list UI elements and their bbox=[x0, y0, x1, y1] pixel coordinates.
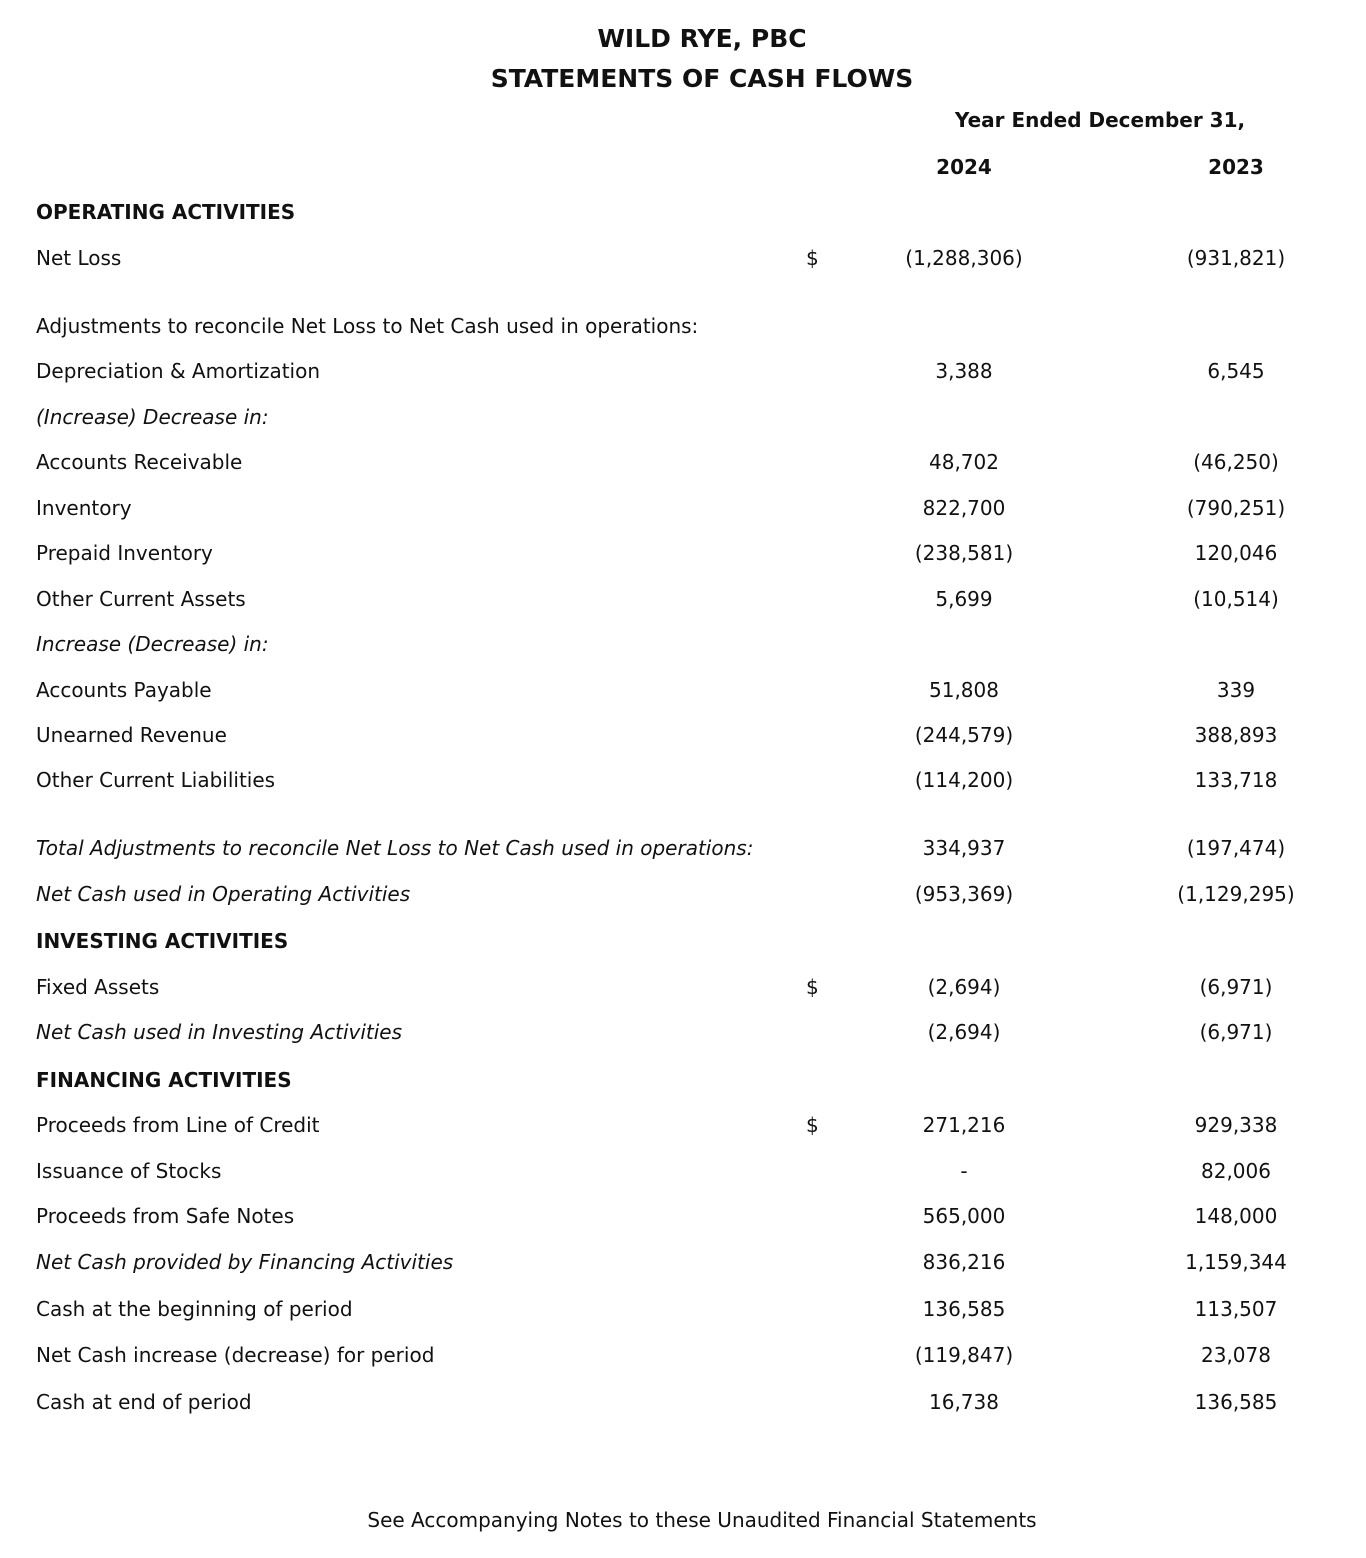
table-row bbox=[0, 768, 1366, 808]
row-label: Net Loss bbox=[36, 246, 122, 270]
value-2023: 113,507 bbox=[1194, 1297, 1278, 1321]
table-row bbox=[0, 1159, 1366, 1199]
table-row bbox=[0, 1020, 1366, 1060]
value-2024: 334,937 bbox=[922, 836, 1006, 860]
row-label: Other Current Liabilities bbox=[36, 768, 276, 792]
currency-symbol: $ bbox=[806, 1113, 819, 1137]
value-2023: 148,000 bbox=[1194, 1204, 1278, 1228]
row-label: Depreciation & Amortization bbox=[36, 359, 321, 383]
value-2024: (953,369) bbox=[914, 882, 1014, 906]
row-label: Net Cash provided by Financing Activities bbox=[36, 1250, 454, 1274]
row-label: Net Cash increase (decrease) for period bbox=[36, 1343, 435, 1367]
row-label: Issuance of Stocks bbox=[36, 1159, 222, 1183]
value-2024: 51,808 bbox=[929, 678, 999, 702]
table-row bbox=[0, 1204, 1366, 1244]
value-2023: 388,893 bbox=[1194, 723, 1278, 747]
table-row bbox=[0, 678, 1366, 718]
row-label: Cash at end of period bbox=[36, 1390, 252, 1414]
row-label: Cash at the beginning of period bbox=[36, 1297, 353, 1321]
value-2023: 6,545 bbox=[1207, 359, 1265, 383]
currency-symbol: $ bbox=[806, 246, 819, 270]
value-2024: (119,847) bbox=[914, 1343, 1014, 1367]
row-label: Proceeds from Line of Credit bbox=[36, 1113, 320, 1137]
value-2024: (114,200) bbox=[914, 768, 1014, 792]
value-2023: (10,514) bbox=[1193, 587, 1279, 611]
table-row bbox=[0, 496, 1366, 536]
value-2024: (1,288,306) bbox=[905, 246, 1023, 270]
table-row bbox=[0, 314, 1366, 354]
row-label: Unearned Revenue bbox=[36, 723, 227, 747]
value-2023: 82,006 bbox=[1201, 1159, 1271, 1183]
row-label: Prepaid Inventory bbox=[36, 541, 213, 565]
table-row bbox=[0, 587, 1366, 627]
value-2024: (2,694) bbox=[927, 1020, 1001, 1044]
value-2024: 836,216 bbox=[922, 1250, 1006, 1274]
row-label: Net Cash used in Investing Activities bbox=[36, 1020, 403, 1044]
table-row bbox=[0, 405, 1366, 445]
value-2024: 136,585 bbox=[922, 1297, 1006, 1321]
table-row bbox=[0, 975, 1366, 1015]
value-2024: (238,581) bbox=[914, 541, 1014, 565]
row-label: Adjustments to reconcile Net Loss to Net Cash used in operations: bbox=[36, 314, 699, 338]
row-label: Proceeds from Safe Notes bbox=[36, 1204, 295, 1228]
value-2023: 1,159,344 bbox=[1185, 1250, 1287, 1274]
section-header bbox=[0, 200, 1366, 240]
row-label: Other Current Assets bbox=[36, 587, 246, 611]
value-2023: (931,821) bbox=[1186, 246, 1286, 270]
row-label: FINANCING ACTIVITIES bbox=[36, 1068, 292, 1092]
period-header: Year Ended December 31, bbox=[954, 108, 1246, 132]
value-2024: (2,694) bbox=[927, 975, 1001, 999]
value-2023: 929,338 bbox=[1194, 1113, 1278, 1137]
row-label: Fixed Assets bbox=[36, 975, 160, 999]
row-label: Total Adjustments to reconcile Net Loss to Net Cash used in operations: bbox=[36, 836, 754, 860]
table-row bbox=[0, 632, 1366, 672]
section-header bbox=[0, 929, 1366, 969]
value-2024: - bbox=[960, 1159, 968, 1183]
value-2024: 565,000 bbox=[922, 1204, 1006, 1228]
value-2023: (197,474) bbox=[1186, 836, 1286, 860]
value-2024: (244,579) bbox=[914, 723, 1014, 747]
value-2024: 822,700 bbox=[922, 496, 1006, 520]
table-row bbox=[0, 1343, 1366, 1383]
currency-symbol: $ bbox=[806, 975, 819, 999]
value-2023: 120,046 bbox=[1194, 541, 1278, 565]
statement-title: STATEMENTS OF CASH FLOWS bbox=[490, 64, 914, 93]
table-row bbox=[0, 246, 1366, 286]
value-2023: (1,129,295) bbox=[1177, 882, 1295, 906]
value-2024: 3,388 bbox=[935, 359, 993, 383]
table-row bbox=[0, 723, 1366, 763]
table-row bbox=[0, 1297, 1366, 1337]
footer-note: See Accompanying Notes to these Unaudited Financial Statements bbox=[367, 1508, 1037, 1532]
value-2023: (46,250) bbox=[1193, 450, 1279, 474]
table-row bbox=[0, 450, 1366, 490]
row-label: Accounts Payable bbox=[36, 678, 212, 702]
row-label: OPERATING ACTIVITIES bbox=[36, 200, 296, 224]
value-2024: 16,738 bbox=[929, 1390, 999, 1414]
table-row bbox=[0, 882, 1366, 922]
year-2024-header: 2024 bbox=[936, 155, 992, 179]
value-2023: 133,718 bbox=[1194, 768, 1278, 792]
row-label: INVESTING ACTIVITIES bbox=[36, 929, 289, 953]
value-2024: 5,699 bbox=[935, 587, 993, 611]
value-2023: (6,971) bbox=[1199, 1020, 1273, 1044]
table-row bbox=[0, 1250, 1366, 1290]
value-2023: (6,971) bbox=[1199, 975, 1273, 999]
value-2023: (790,251) bbox=[1186, 496, 1286, 520]
value-2024: 271,216 bbox=[922, 1113, 1006, 1137]
value-2023: 23,078 bbox=[1201, 1343, 1271, 1367]
row-label: Increase (Decrease) in: bbox=[36, 632, 269, 656]
row-label: Accounts Receivable bbox=[36, 450, 243, 474]
row-label: (Increase) Decrease in: bbox=[36, 405, 269, 429]
year-2023-header: 2023 bbox=[1208, 155, 1264, 179]
table-row bbox=[0, 836, 1366, 876]
table-row bbox=[0, 541, 1366, 581]
value-2023: 136,585 bbox=[1194, 1390, 1278, 1414]
company-name: WILD RYE, PBC bbox=[597, 24, 807, 53]
row-label: Inventory bbox=[36, 496, 132, 520]
table-row bbox=[0, 1390, 1366, 1430]
row-label: Net Cash used in Operating Activities bbox=[36, 882, 411, 906]
table-row bbox=[0, 1113, 1366, 1153]
value-2024: 48,702 bbox=[929, 450, 999, 474]
section-header bbox=[0, 1068, 1366, 1108]
table-row bbox=[0, 359, 1366, 399]
value-2023: 339 bbox=[1216, 678, 1256, 702]
